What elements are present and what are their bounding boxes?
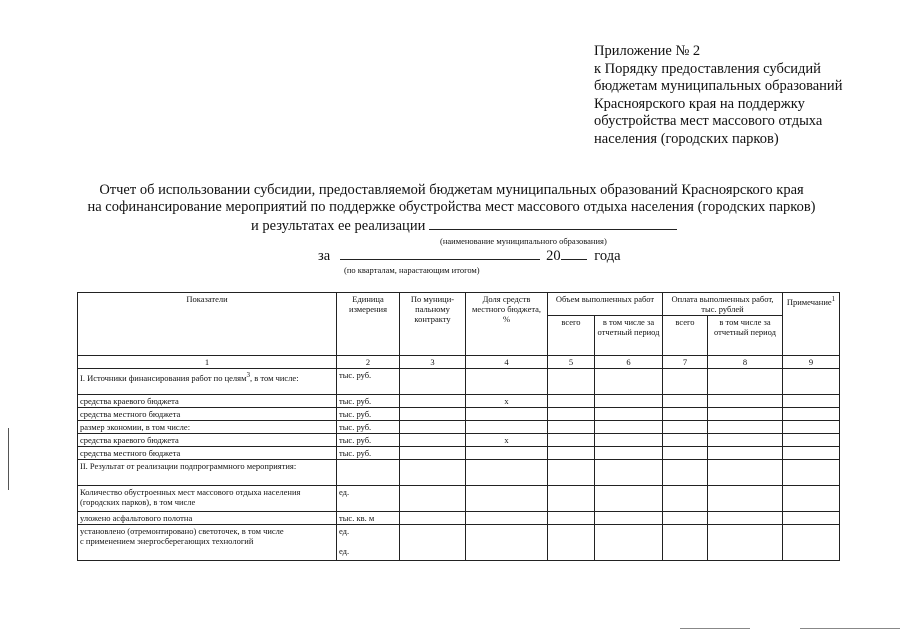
column-number: 5 [548, 356, 595, 369]
cell-contract[interactable] [400, 421, 466, 434]
appendix-line: Приложение № 2 [594, 43, 701, 59]
header-payment: Оплата выполненных работ, тыс. рублей [663, 293, 783, 316]
cell-volume-total[interactable] [548, 447, 595, 460]
cell-volume-period[interactable] [595, 421, 663, 434]
period-year: 20 [546, 248, 561, 264]
column-number-row [78, 356, 840, 369]
cell-volume-period[interactable] [595, 447, 663, 460]
cell-volume-period[interactable] [595, 408, 663, 421]
column-number: 8 [708, 356, 783, 369]
cell-contract[interactable] [400, 434, 466, 447]
table-row [78, 447, 840, 460]
row-label [78, 525, 337, 561]
row-unit: тыс. руб. [337, 421, 400, 434]
period-suffix: года [594, 248, 621, 264]
cell-note[interactable] [783, 447, 840, 460]
cell-volume-period[interactable] [595, 395, 663, 408]
cell-volume-period[interactable] [595, 434, 663, 447]
row-unit-text: ед. [339, 526, 350, 536]
row-label: средства местного бюджета [78, 408, 337, 421]
year-blank [561, 248, 587, 260]
column-number: 3 [400, 356, 466, 369]
header-row [78, 293, 840, 316]
header-volume-period: в том числе за отчетный период [595, 316, 663, 356]
header-note [783, 293, 840, 356]
municipality-blank [429, 218, 677, 230]
table-row [78, 421, 840, 434]
row-label: Количество обустроенных мест массового отдыха населения (городских парков), в том числе [78, 486, 337, 512]
row-label: размер экономии, в том числе: [78, 421, 337, 434]
cell-contract[interactable] [400, 512, 466, 525]
cell-payment-total[interactable] [663, 434, 708, 447]
cell-volume-total[interactable] [548, 512, 595, 525]
table-row [78, 408, 840, 421]
cell-volume-total[interactable] [548, 421, 595, 434]
appendix-line: к Порядку предоставления субсидий [594, 60, 821, 77]
row-label-rest: , в том числе: [250, 372, 299, 383]
cell-share[interactable]: x [466, 395, 548, 408]
row-unit [337, 525, 400, 561]
title-line-3 [251, 218, 677, 235]
title-line-1: Отчет об использовании субсидии, предоставляемой бюджетам муниципальных образований Красноярского края [99, 182, 804, 198]
report-table [77, 292, 840, 561]
cell-volume-period[interactable] [595, 512, 663, 525]
cell-volume-total[interactable] [548, 434, 595, 447]
row-label-sup: 3 [246, 371, 251, 379]
period-blank [340, 248, 540, 260]
cell-share[interactable] [466, 421, 548, 434]
cell-contract[interactable] [400, 395, 466, 408]
cell-share[interactable] [466, 369, 548, 395]
cell-contract[interactable] [400, 486, 466, 512]
row-label: средства краевого бюджета [78, 434, 337, 447]
cell-note[interactable] [783, 421, 840, 434]
row-label: уложено асфальтового полотна [78, 512, 337, 525]
period-hint: (по кварталам, нарастающим итогом) [344, 265, 480, 275]
cell-volume-total[interactable] [548, 408, 595, 421]
scan-artifact-line [800, 628, 900, 629]
scan-artifact-line [8, 428, 9, 490]
cell-contract[interactable] [400, 525, 466, 561]
cell-note[interactable] [783, 525, 840, 561]
title-line-2: на софинансирование мероприятий по поддержке обустройства мест массового отдыха населения (городских парков) [87, 199, 816, 215]
cell-note[interactable] [783, 395, 840, 408]
header-contract: По муници-пальному контракту [400, 293, 466, 356]
header-note-sup: 1 [831, 295, 836, 303]
column-number: 1 [78, 356, 337, 369]
cell-contract[interactable] [400, 460, 466, 486]
row-unit-sub: ед. [339, 546, 350, 556]
cell-share[interactable] [466, 408, 548, 421]
cell-payment-period[interactable] [708, 369, 783, 395]
header-indicators: Показатели [78, 293, 337, 356]
cell-payment-period[interactable] [708, 512, 783, 525]
cell-payment-period[interactable] [708, 525, 783, 561]
table-row [78, 369, 840, 395]
row-unit: тыс. руб. [337, 408, 400, 421]
header-volume: Объем выполненных работ [548, 293, 663, 316]
table-row [78, 395, 840, 408]
column-number: 4 [466, 356, 548, 369]
appendix-block [594, 43, 842, 148]
cell-payment-period[interactable] [708, 434, 783, 447]
title-line-3-text: и результатах ее реализации [251, 218, 426, 234]
cell-volume-period[interactable] [595, 369, 663, 395]
header-payment-period: в том числе за отчетный период [708, 316, 783, 356]
row-label: средства краевого бюджета [78, 395, 337, 408]
cell-payment-total[interactable] [663, 512, 708, 525]
cell-note[interactable] [783, 408, 840, 421]
cell-volume-total[interactable] [548, 369, 595, 395]
header-local-share: Доля средств местного бюджета, % [466, 293, 548, 356]
cell-payment-period[interactable] [708, 408, 783, 421]
appendix-line: населения (городских парков) [594, 130, 779, 147]
cell-share[interactable] [466, 512, 548, 525]
cell-note[interactable] [783, 512, 840, 525]
cell-contract[interactable] [400, 447, 466, 460]
cell-volume-total[interactable] [548, 525, 595, 561]
cell-payment-period[interactable] [708, 460, 783, 486]
cell-volume-period[interactable] [595, 486, 663, 512]
cell-share[interactable] [466, 525, 548, 561]
row-label-text: установлено (отремонтировано) светоточек, в том числе [80, 526, 284, 536]
row-label: II. Результат от реализации подпрограммного мероприятия: [78, 460, 337, 486]
cell-share[interactable] [466, 460, 548, 486]
table-row [78, 525, 840, 561]
row-label-sub: с применением энергосберегающих технологий [80, 536, 254, 546]
row-unit: тыс. руб. [337, 434, 400, 447]
column-number: 7 [663, 356, 708, 369]
cell-note[interactable] [783, 434, 840, 447]
cell-share[interactable]: x [466, 434, 548, 447]
cell-payment-period[interactable] [708, 486, 783, 512]
cell-payment-total[interactable] [663, 447, 708, 460]
column-number: 6 [595, 356, 663, 369]
appendix-line: Красноярского края на поддержку [594, 95, 805, 112]
cell-volume-total[interactable] [548, 395, 595, 408]
appendix-line: обустройства мест массового отдыха [594, 113, 823, 129]
cell-volume-period[interactable] [595, 525, 663, 561]
cell-payment-total[interactable] [663, 395, 708, 408]
row-label [78, 369, 337, 395]
cell-payment-period[interactable] [708, 421, 783, 434]
cell-payment-total[interactable] [663, 369, 708, 395]
row-unit: тыс. руб. [337, 447, 400, 460]
header-note-text: Примечание [786, 296, 832, 307]
cell-payment-total[interactable] [663, 525, 708, 561]
row-unit: тыс. руб. [337, 395, 400, 408]
row-unit: тыс. руб. [337, 369, 400, 395]
cell-payment-total[interactable] [663, 421, 708, 434]
cell-volume-period[interactable] [595, 460, 663, 486]
cell-payment-total[interactable] [663, 486, 708, 512]
cell-payment-period[interactable] [708, 395, 783, 408]
table-row [78, 486, 840, 512]
cell-share[interactable] [466, 486, 548, 512]
table-row [78, 512, 840, 525]
header-payment-total: всего [663, 316, 708, 356]
table-row [78, 434, 840, 447]
row-unit: ед. [337, 486, 400, 512]
cell-payment-period[interactable] [708, 447, 783, 460]
cell-note[interactable] [783, 460, 840, 486]
report-title [0, 182, 903, 216]
period-line [318, 248, 621, 265]
cell-share[interactable] [466, 447, 548, 460]
row-label: средства местного бюджета [78, 447, 337, 460]
row-unit: тыс. кв. м [337, 512, 400, 525]
cell-note[interactable] [783, 486, 840, 512]
header-unit: Единица измерения [337, 293, 400, 356]
row-label-text: I. Источники финансирования работ по целям [80, 372, 247, 383]
cell-volume-total[interactable] [548, 460, 595, 486]
period-prefix: за [318, 248, 331, 264]
cell-volume-total[interactable] [548, 486, 595, 512]
column-number: 2 [337, 356, 400, 369]
table-row [78, 460, 840, 486]
column-number: 9 [783, 356, 840, 369]
municipality-hint: (наименование муниципального образования) [440, 236, 607, 246]
cell-contract[interactable] [400, 408, 466, 421]
cell-note[interactable] [783, 369, 840, 395]
header-volume-total: всего [548, 316, 595, 356]
row-unit [337, 460, 400, 486]
cell-payment-total[interactable] [663, 460, 708, 486]
cell-contract[interactable] [400, 369, 466, 395]
scan-artifact-line [680, 628, 750, 629]
appendix-line: бюджетам муниципальных образований [594, 78, 843, 94]
cell-payment-total[interactable] [663, 408, 708, 421]
